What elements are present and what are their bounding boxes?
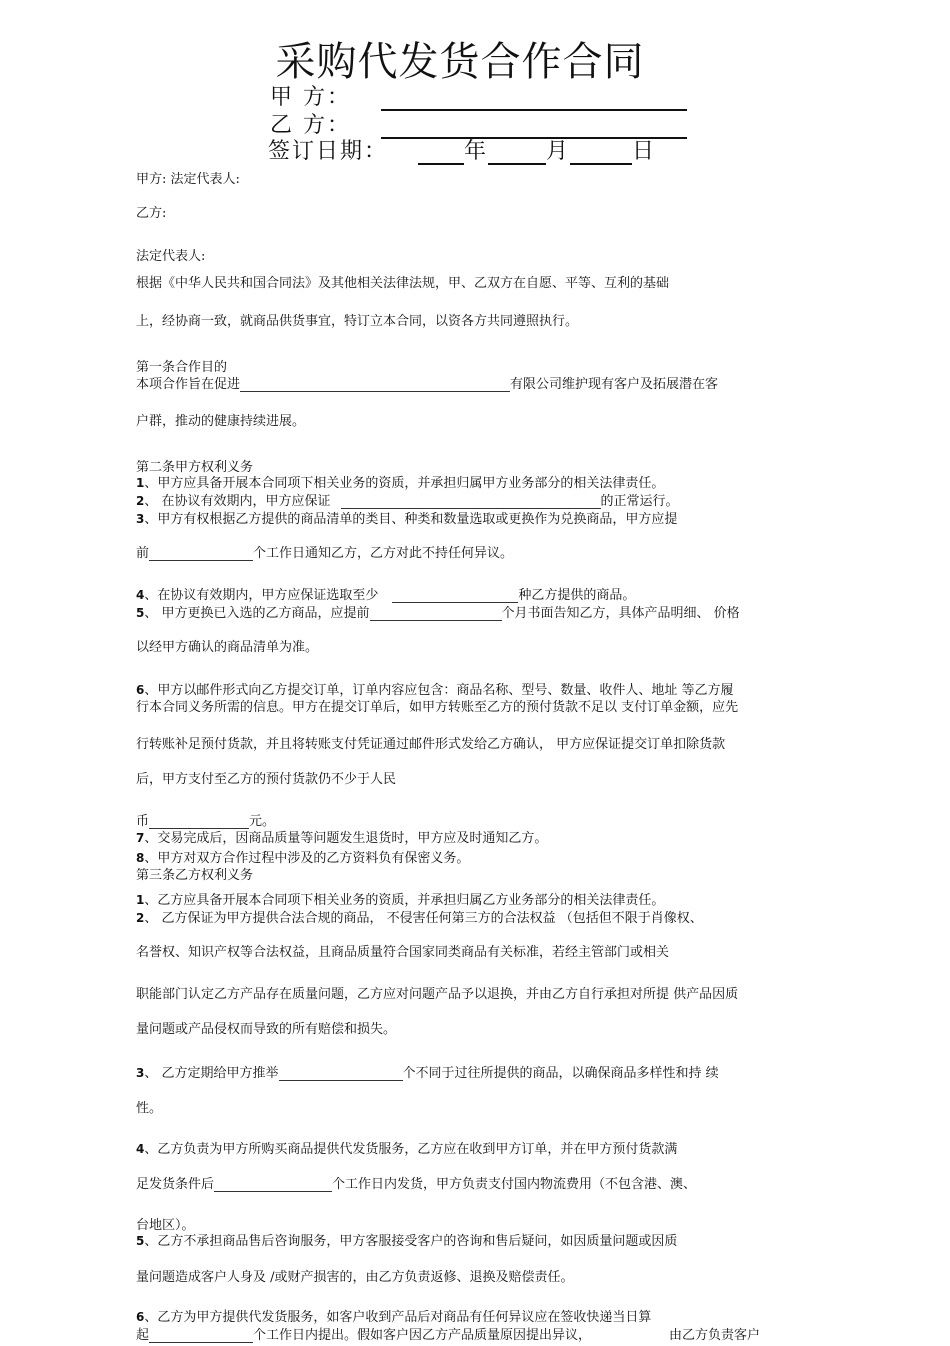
year-label: 年 — [464, 139, 489, 164]
clause-3-2-line-2: 名誉权、知识产权等合法权益，且商品质量符合国家同类商品有关标准，若经主管部门或相关 — [136, 945, 670, 960]
clause-3-3 — [136, 1062, 719, 1081]
objection-days-blank[interactable] — [149, 1332, 253, 1343]
party-a-line — [270, 80, 687, 111]
text: 、 甲方更换已入选的乙方商品，应提前 — [144, 606, 370, 621]
text: 个月书面告知乙方，具体产品明细、 价格 — [501, 606, 740, 621]
day-label: 日 — [632, 139, 657, 164]
clause-2-3-cont — [136, 542, 513, 561]
text: 元。 — [249, 814, 276, 829]
legal-rep: 法定代表人: — [136, 249, 206, 264]
clause-number: 3 — [136, 512, 145, 526]
clause-number: 8 — [136, 851, 145, 865]
sign-date-label: 签订日期： — [268, 139, 389, 164]
text: 、交易完成后，因商品质量等问题发生退货时，甲方应及时通知乙方。 — [144, 831, 548, 846]
clause-3-4-line-2 — [136, 1173, 696, 1192]
text: 种乙方提供的商品。 — [518, 588, 636, 603]
text: 币 — [136, 814, 150, 829]
text: 、乙方应具备开展本合同项下相关业务的资质，并承担归属乙方业务部分的相关法律责任。 — [144, 893, 665, 908]
text: 本项合作旨在促进 — [136, 377, 241, 392]
text: 、乙方为甲方提供代发货服务，如客户收到产品后对商品有任何异议应在签收快递当日算 — [144, 1310, 652, 1325]
text: 起 — [136, 1328, 150, 1343]
clause-2-6-line-4: 后，甲方支付至乙方的预付货款仍不少于人民 — [136, 772, 397, 787]
clause-number: 4 — [136, 1142, 145, 1156]
text: 足发货条件后 — [136, 1177, 215, 1192]
month-blank[interactable] — [488, 145, 546, 165]
text: 、 乙方定期给甲方推举 — [144, 1066, 279, 1081]
contract-title: 采购代发货合作合同 — [275, 39, 645, 85]
clause-3-5-line-2: 量问题造成客户人身及 /或财产损害的，由乙方负责返修、退换及赔偿责任。 — [136, 1270, 574, 1285]
year-blank[interactable] — [418, 145, 464, 165]
clause-number: 1 — [136, 476, 145, 490]
text: 、乙方不承担商品售后咨询服务，甲方客服接受客户的咨询和售后疑问，如因质量问题或因质 — [144, 1234, 678, 1249]
clause-3-5 — [136, 1230, 677, 1249]
text: 个工作日内提出。假如客户因乙方产品质量原因提出异议， — [253, 1328, 592, 1343]
clause-2-4 — [136, 584, 635, 603]
article-1-line-2: 户群，推动的健康持续进展。 — [136, 414, 306, 429]
text: 前 — [136, 546, 150, 561]
party-b-label: 乙 方： — [270, 113, 351, 138]
clause-3-2 — [136, 907, 703, 926]
article-3-title: 第三条乙方权利义务 — [136, 868, 254, 883]
clause-3-1 — [136, 889, 664, 908]
clause-number: 4 — [136, 588, 145, 602]
clause-3-4-line-3: 台地区）。 — [136, 1218, 195, 1233]
clause-number: 1 — [136, 893, 145, 907]
months-blank[interactable] — [370, 610, 502, 621]
clause-number: 6 — [136, 683, 145, 697]
company-blank[interactable] — [240, 381, 510, 392]
products-blank[interactable] — [279, 1070, 403, 1081]
clause-number: 7 — [136, 831, 145, 845]
text: 个工作日内发货，甲方负责支付国内物流费用（不包含港、澳、 — [332, 1177, 697, 1192]
article-2-title: 第二条甲方权利义务 — [136, 460, 254, 475]
text: 有限公司维护现有客户及拓展潜在客 — [510, 377, 719, 392]
text: 、甲方有权根据乙方提供的商品清单的类目、种类和数量选取或更换作为兑换商品，甲方应提 — [144, 512, 678, 527]
text: 个工作日通知乙方，乙方对此不持任何异议。 — [253, 546, 514, 561]
clause-number: 5 — [136, 606, 145, 620]
clause-2-2 — [136, 490, 679, 509]
text: 个不同于过往所提供的商品，以确保商品多样性和持 续 — [402, 1066, 719, 1081]
article-1-title: 第一条合作目的 — [136, 360, 228, 375]
text: 、乙方负责为甲方所购买商品提供代发货服务，乙方应在收到甲方订单，并在甲方预付货款满 — [144, 1142, 678, 1157]
party-a-label: 甲 方： — [270, 85, 351, 110]
clause-2-6-line-3: 行转账补足预付货款，并且将转账支付凭证通过邮件形式发给乙方确认， 甲方应保证提交订单扣除货款 — [136, 737, 726, 752]
text: 、甲方对双方合作过程中涉及的乙方资料负有保密义务。 — [144, 851, 470, 866]
clause-3-2-line-4: 量问题或产品侵权而导致的所有赔偿和损失。 — [136, 1022, 397, 1037]
clause-number: 5 — [136, 1234, 145, 1248]
clause-number: 2 — [136, 494, 145, 508]
clause-2-1 — [136, 472, 664, 491]
clause-2-6-line-2: 行本合同义务所需的信息。甲方在提交订单后，如甲方转账至乙方的预付货款不足以 支付订单金额，应先 — [136, 700, 739, 715]
sign-date-line — [268, 134, 656, 165]
ship-days-blank[interactable] — [214, 1181, 332, 1192]
party-b: 乙方: — [136, 206, 167, 221]
text: 的正常运行。 — [600, 494, 679, 509]
text: 、甲方以邮件形式向乙方提交订单，订单内容应包含：商品名称、型号、数量、收件人、地址 等乙方履 — [144, 683, 734, 698]
preamble-line-1: 根据《中华人民共和国合同法》及其他相关法律法规，甲、乙双方在自愿、平等、互利的基础 — [136, 276, 670, 291]
clause-3-2-line-3: 职能部门认定乙方产品存在质量问题，乙方应对问题产品予以退换，并由乙方自行承担对所提 供产品因质 — [136, 987, 739, 1002]
clause-3-4 — [136, 1138, 677, 1157]
clause-3-6-line-2 — [136, 1324, 760, 1343]
day-blank[interactable] — [570, 145, 632, 165]
preamble-line-2: 上，经协商一致，就商品供货事宜，特订立本合同，以资各方共同遵照执行。 — [136, 314, 579, 329]
clause-2-3 — [136, 508, 677, 527]
party-a-rep: 甲方: 法定代表人: — [136, 172, 240, 187]
article-1-line-1 — [136, 373, 718, 392]
text: 、 乙方保证为甲方提供合法合规的商品， 不侵害任何第三方的合法权益 （包括但不限于肖像权、 — [144, 911, 703, 926]
month-label: 月 — [546, 139, 571, 164]
clause-2-5 — [136, 602, 740, 621]
clause-3-3-cont: 性。 — [136, 1101, 163, 1116]
clause-2-5-cont: 以经甲方确认的商品清单为准。 — [136, 640, 319, 655]
clause-number: 2 — [136, 911, 145, 925]
clause-2-7 — [136, 827, 547, 846]
clause-3-6 — [136, 1306, 651, 1325]
text: 由乙方负责客户 — [669, 1328, 761, 1343]
text: 、在协议有效期内，甲方应保证选取至少 — [144, 588, 379, 603]
text: 、甲方应具备开展本合同项下相关业务的资质，并承担归属甲方业务部分的相关法律责任。 — [144, 476, 665, 491]
clause-number: 6 — [136, 1310, 145, 1324]
clause-number: 3 — [136, 1066, 145, 1080]
days-blank[interactable] — [149, 550, 253, 561]
text: 、 在协议有效期内，甲方应保证 — [144, 494, 331, 509]
